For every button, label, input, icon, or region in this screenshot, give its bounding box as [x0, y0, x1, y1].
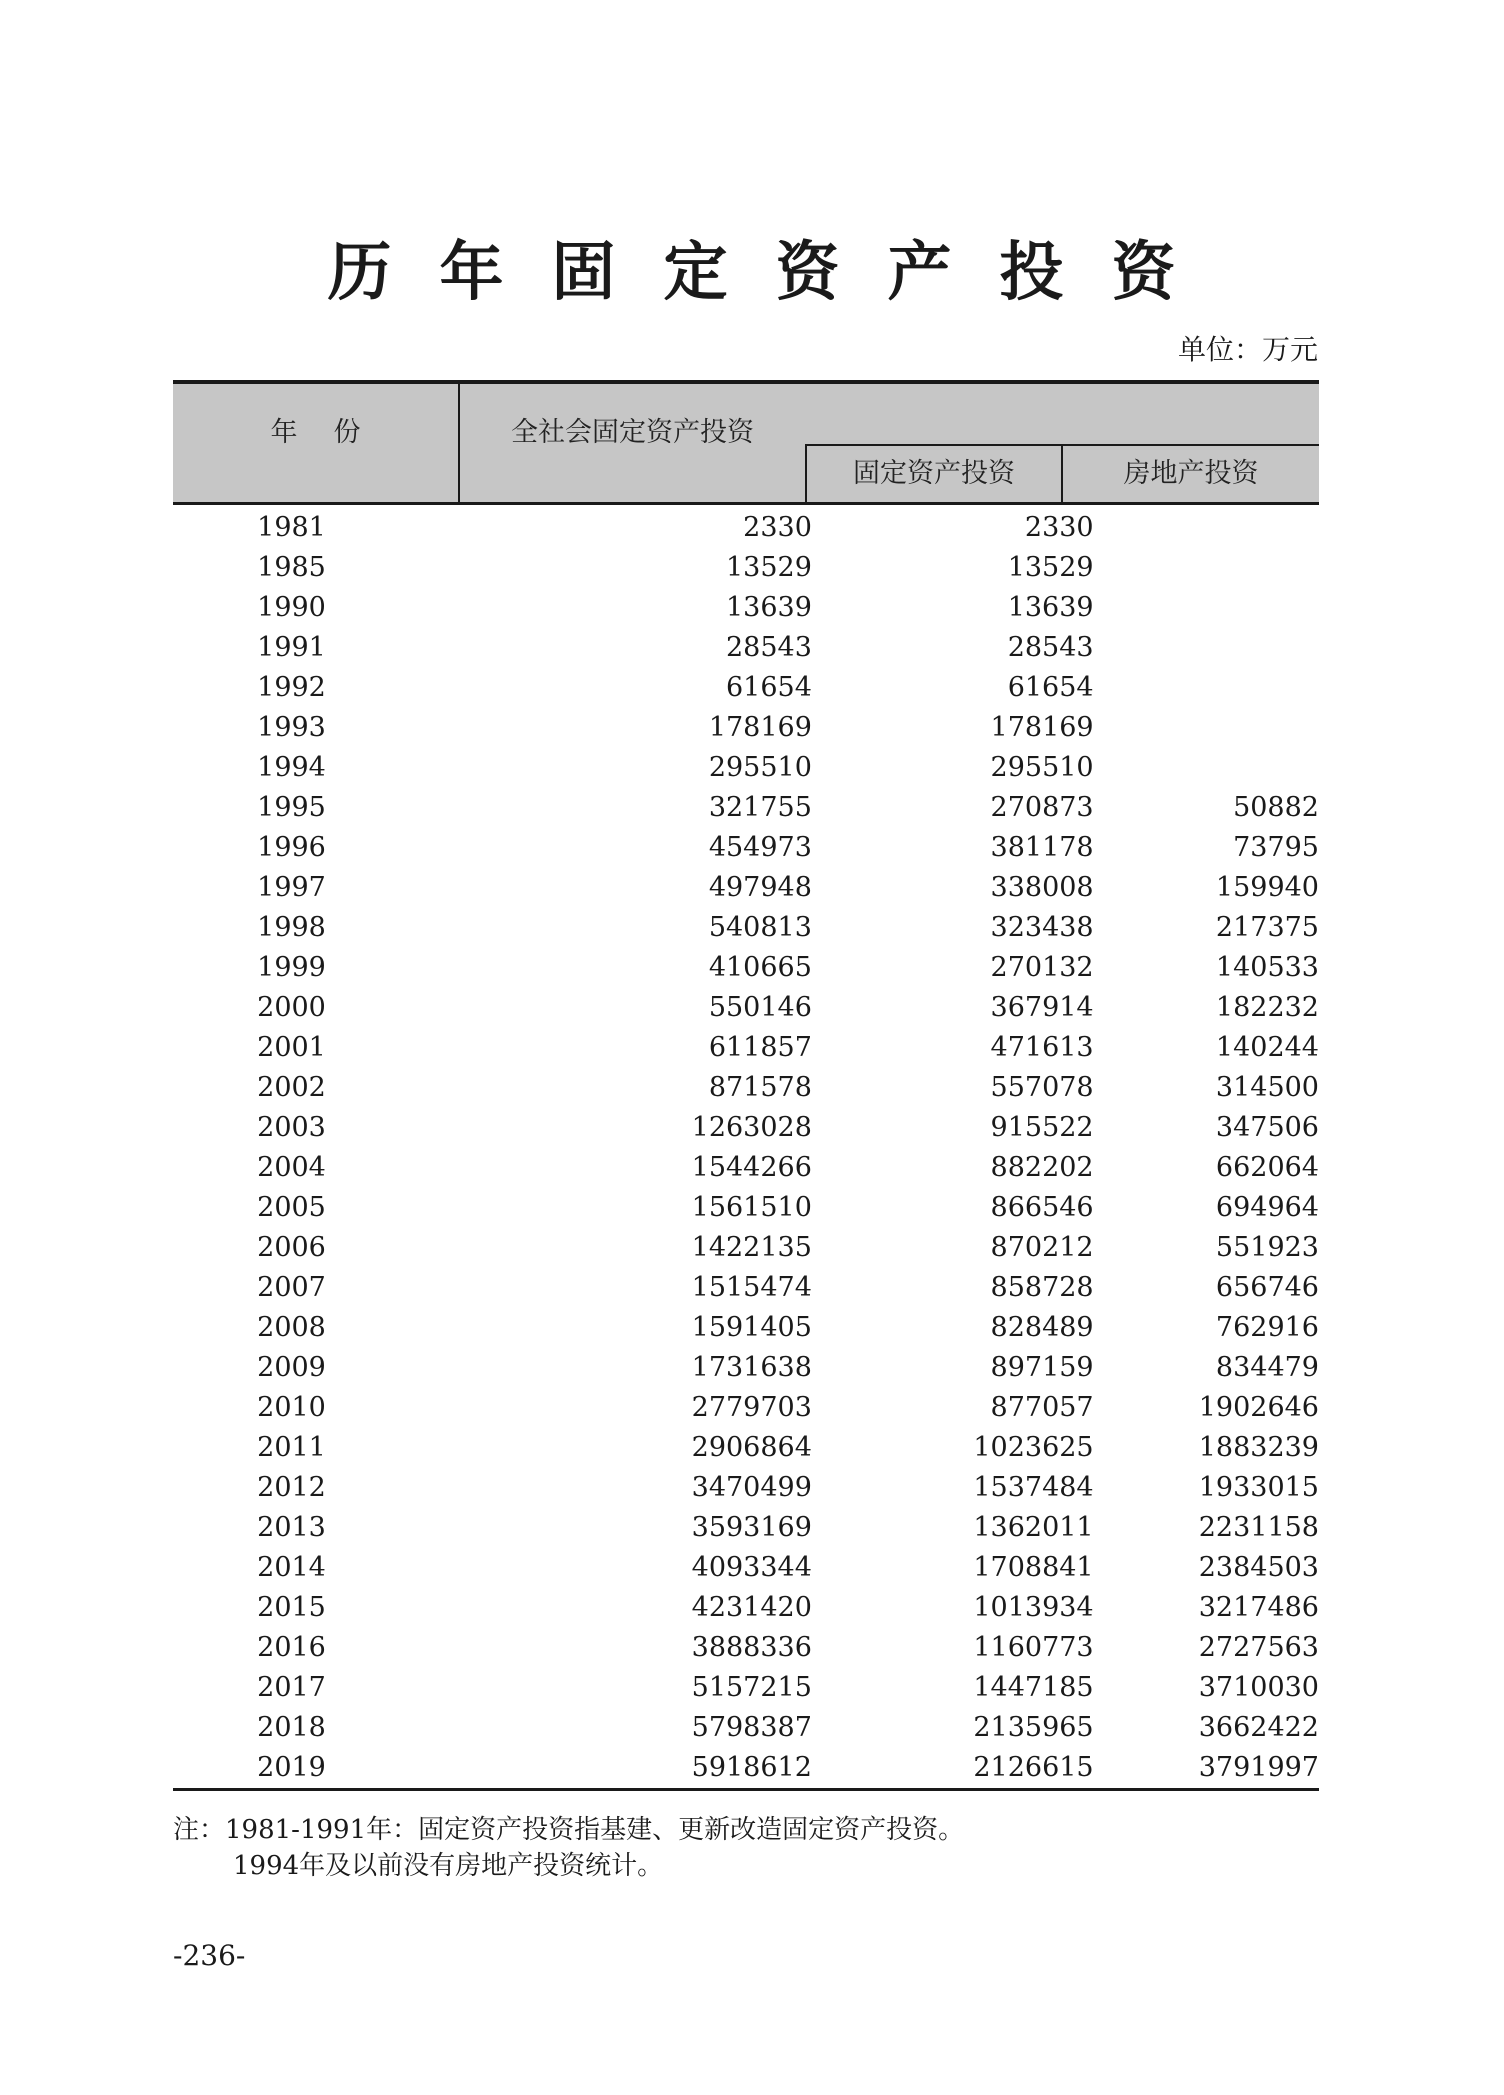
cell-fixed-asset-investment: 1708841 [973, 1552, 1094, 1583]
cell-fixed-asset-investment: 828489 [990, 1312, 1094, 1343]
cell-fixed-asset-investment: 557078 [990, 1072, 1094, 1103]
cell-total-investment: 1263028 [691, 1112, 812, 1143]
cell-year: 2003 [257, 1112, 326, 1143]
table-row [173, 1268, 1319, 1308]
cell-fixed-asset-investment: 915522 [990, 1112, 1094, 1143]
cell-year: 1992 [257, 672, 326, 703]
cell-total-investment: 61654 [725, 672, 812, 703]
cell-fixed-asset-investment: 381178 [990, 832, 1094, 863]
cell-real-estate-investment: 50882 [1233, 792, 1319, 823]
cell-total-investment: 2779703 [691, 1392, 812, 1423]
table-row [173, 1708, 1319, 1748]
cell-fixed-asset-investment: 295510 [990, 752, 1094, 783]
cell-real-estate-investment: 1883239 [1198, 1432, 1319, 1463]
cell-fixed-asset-investment: 1160773 [973, 1632, 1094, 1663]
table-row [173, 1548, 1319, 1588]
cell-total-investment: 2330 [743, 512, 812, 543]
cell-year: 2005 [257, 1192, 326, 1223]
cell-year: 1997 [257, 872, 326, 903]
cell-real-estate-investment: 314500 [1215, 1072, 1319, 1103]
cell-year: 2009 [257, 1352, 326, 1383]
cell-fixed-asset-investment: 367914 [990, 992, 1094, 1023]
cell-real-estate-investment [1094, 628, 1319, 668]
cell-fixed-asset-investment: 471613 [990, 1032, 1094, 1063]
cell-year: 2011 [257, 1432, 326, 1463]
cell-year: 2001 [257, 1032, 326, 1063]
cell-real-estate-investment: 347506 [1215, 1112, 1319, 1143]
cell-fixed-asset-investment: 897159 [990, 1352, 1094, 1383]
cell-year: 1996 [257, 832, 326, 863]
cell-total-investment: 550146 [708, 992, 812, 1023]
cell-total-investment: 454973 [708, 832, 812, 863]
cell-real-estate-investment: 2384503 [1198, 1552, 1319, 1583]
cell-total-investment: 2906864 [691, 1432, 812, 1463]
cell-fixed-asset-investment: 323438 [990, 912, 1094, 943]
cell-real-estate-investment: 140533 [1215, 952, 1319, 983]
cell-year: 2017 [257, 1672, 326, 1703]
cell-year: 2015 [257, 1592, 326, 1623]
cell-fixed-asset-investment: 1013934 [973, 1592, 1094, 1623]
cell-year: 2016 [257, 1632, 326, 1663]
header-real-estate-investment: 房地产投资 [1123, 458, 1259, 489]
cell-real-estate-investment: 1902646 [1198, 1392, 1319, 1423]
cell-fixed-asset-investment: 858728 [990, 1272, 1094, 1303]
cell-year: 1993 [257, 712, 326, 743]
cell-fixed-asset-investment: 13639 [1007, 592, 1094, 623]
cell-total-investment: 295510 [708, 752, 812, 783]
table-row [173, 1068, 1319, 1108]
page-title: 历年固定资产投资 [327, 235, 1224, 310]
cell-real-estate-investment: 2231158 [1198, 1512, 1319, 1543]
table-row [173, 1148, 1319, 1188]
cell-fixed-asset-investment: 2126615 [973, 1752, 1094, 1783]
cell-year: 1991 [257, 632, 326, 663]
cell-fixed-asset-investment: 13529 [1007, 552, 1094, 583]
cell-real-estate-investment: 834479 [1215, 1352, 1319, 1383]
cell-total-investment: 3470499 [691, 1472, 812, 1503]
header-year: 年份 [270, 417, 397, 448]
cell-fixed-asset-investment: 61654 [1007, 672, 1094, 703]
cell-real-estate-investment: 159940 [1215, 872, 1319, 903]
table-body [173, 505, 1319, 1791]
cell-year: 2013 [257, 1512, 326, 1543]
cell-fixed-asset-investment: 1447185 [973, 1672, 1094, 1703]
cell-year: 1994 [257, 752, 326, 783]
cell-real-estate-investment: 217375 [1215, 912, 1319, 943]
header-fixed-asset-investment: 固定资产投资 [853, 458, 1015, 489]
table-row [173, 1508, 1319, 1548]
table-row [173, 1348, 1319, 1388]
cell-year: 2018 [257, 1712, 326, 1743]
cell-real-estate-investment: 3217486 [1198, 1592, 1319, 1623]
table-row [173, 908, 1319, 948]
cell-total-investment: 611857 [708, 1032, 812, 1063]
table-row [173, 1668, 1319, 1708]
footnotes [173, 1812, 964, 1884]
cell-real-estate-investment [1094, 548, 1319, 588]
cell-real-estate-investment: 3791997 [1198, 1752, 1319, 1783]
table-row [173, 1388, 1319, 1428]
cell-real-estate-investment: 182232 [1215, 992, 1319, 1023]
table-row [173, 828, 1319, 868]
cell-total-investment: 13639 [725, 592, 812, 623]
table-row [173, 1748, 1319, 1788]
table-row [173, 1228, 1319, 1268]
cell-year: 2019 [257, 1752, 326, 1783]
cell-fixed-asset-investment: 270132 [990, 952, 1094, 983]
cell-total-investment: 13529 [725, 552, 812, 583]
cell-year: 2004 [257, 1152, 326, 1183]
cell-total-investment: 1561510 [691, 1192, 812, 1223]
cell-year: 1995 [257, 792, 326, 823]
table-row [173, 1188, 1319, 1228]
cell-year: 1990 [257, 592, 326, 623]
table-header [173, 380, 1319, 505]
table-row [173, 548, 1319, 588]
cell-total-investment: 4093344 [691, 1552, 812, 1583]
cell-real-estate-investment: 662064 [1215, 1152, 1319, 1183]
cell-real-estate-investment [1094, 708, 1319, 748]
cell-total-investment: 1422135 [691, 1232, 812, 1263]
cell-year: 2007 [257, 1272, 326, 1303]
cell-real-estate-investment: 73795 [1233, 832, 1319, 863]
cell-fixed-asset-investment: 178169 [990, 712, 1094, 743]
cell-total-investment: 5798387 [691, 1712, 812, 1743]
cell-fixed-asset-investment: 2135965 [973, 1712, 1094, 1743]
page-number: -236- [173, 1939, 246, 1972]
cell-total-investment: 28543 [725, 632, 812, 663]
cell-real-estate-investment [1094, 508, 1319, 548]
cell-real-estate-investment: 551923 [1215, 1232, 1319, 1263]
cell-total-investment: 1515474 [691, 1272, 812, 1303]
cell-real-estate-investment: 3662422 [1198, 1712, 1319, 1743]
cell-year: 1985 [257, 552, 326, 583]
cell-fixed-asset-investment: 28543 [1007, 632, 1094, 663]
cell-total-investment: 540813 [708, 912, 812, 943]
cell-real-estate-investment: 694964 [1215, 1192, 1319, 1223]
footnote-line: 1994年及以前没有房地产投资统计。 [233, 1851, 664, 1881]
table-row [173, 748, 1319, 788]
cell-total-investment: 410665 [708, 952, 812, 983]
cell-real-estate-investment: 2727563 [1198, 1632, 1319, 1663]
footnote-line: 注：1981-1991年：固定资产投资指基建、更新改造固定资产投资。 [173, 1815, 965, 1845]
cell-real-estate-investment: 762916 [1215, 1312, 1319, 1343]
cell-real-estate-investment: 1933015 [1198, 1472, 1319, 1503]
cell-fixed-asset-investment: 338008 [990, 872, 1094, 903]
cell-real-estate-investment: 140244 [1215, 1032, 1319, 1063]
cell-total-investment: 5918612 [691, 1752, 812, 1783]
cell-total-investment: 5157215 [691, 1672, 812, 1703]
table-row [173, 1028, 1319, 1068]
cell-real-estate-investment [1094, 588, 1319, 628]
cell-fixed-asset-investment: 1537484 [973, 1472, 1094, 1503]
unit-label: 单位：万元 [1177, 333, 1318, 366]
table-row [173, 988, 1319, 1028]
cell-real-estate-investment: 3710030 [1198, 1672, 1319, 1703]
cell-year: 1999 [257, 952, 326, 983]
table-row [173, 948, 1319, 988]
table-row [173, 668, 1319, 708]
cell-year: 2010 [257, 1392, 326, 1423]
cell-year: 2012 [257, 1472, 326, 1503]
cell-total-investment: 1544266 [691, 1152, 812, 1183]
cell-fixed-asset-investment: 877057 [990, 1392, 1094, 1423]
cell-fixed-asset-investment: 1023625 [973, 1432, 1094, 1463]
cell-total-investment: 3593169 [691, 1512, 812, 1543]
table-row [173, 1428, 1319, 1468]
cell-total-investment: 1731638 [691, 1352, 812, 1383]
table-row [173, 788, 1319, 828]
cell-year: 1998 [257, 912, 326, 943]
header-total-investment: 全社会固定资产投资 [511, 417, 754, 448]
cell-total-investment: 871578 [708, 1072, 812, 1103]
table-row [173, 708, 1319, 748]
cell-fixed-asset-investment: 866546 [990, 1192, 1094, 1223]
table-row [173, 1468, 1319, 1508]
cell-total-investment: 321755 [708, 792, 812, 823]
cell-year: 2008 [257, 1312, 326, 1343]
table-row [173, 1108, 1319, 1148]
investment-table [173, 380, 1319, 1791]
cell-fixed-asset-investment: 870212 [990, 1232, 1094, 1263]
cell-real-estate-investment [1094, 748, 1319, 788]
cell-year: 2006 [257, 1232, 326, 1263]
table-row [173, 868, 1319, 908]
table-row [173, 508, 1319, 548]
cell-total-investment: 3888336 [691, 1632, 812, 1663]
table-row [173, 1588, 1319, 1628]
table-row [173, 1308, 1319, 1348]
cell-total-investment: 4231420 [691, 1592, 812, 1623]
table-row [173, 1628, 1319, 1668]
cell-year: 2000 [257, 992, 326, 1023]
cell-fixed-asset-investment: 270873 [990, 792, 1094, 823]
cell-fixed-asset-investment: 882202 [990, 1152, 1094, 1183]
cell-total-investment: 178169 [708, 712, 812, 743]
cell-year: 1981 [257, 512, 326, 543]
cell-fixed-asset-investment: 2330 [1024, 512, 1094, 543]
cell-total-investment: 1591405 [691, 1312, 812, 1343]
cell-total-investment: 497948 [708, 872, 812, 903]
table-row [173, 628, 1319, 668]
table-row [173, 588, 1319, 628]
cell-real-estate-investment: 656746 [1215, 1272, 1319, 1303]
cell-year: 2002 [257, 1072, 326, 1103]
cell-fixed-asset-investment: 1362011 [973, 1512, 1094, 1543]
cell-real-estate-investment [1094, 668, 1319, 708]
cell-year: 2014 [257, 1552, 326, 1583]
